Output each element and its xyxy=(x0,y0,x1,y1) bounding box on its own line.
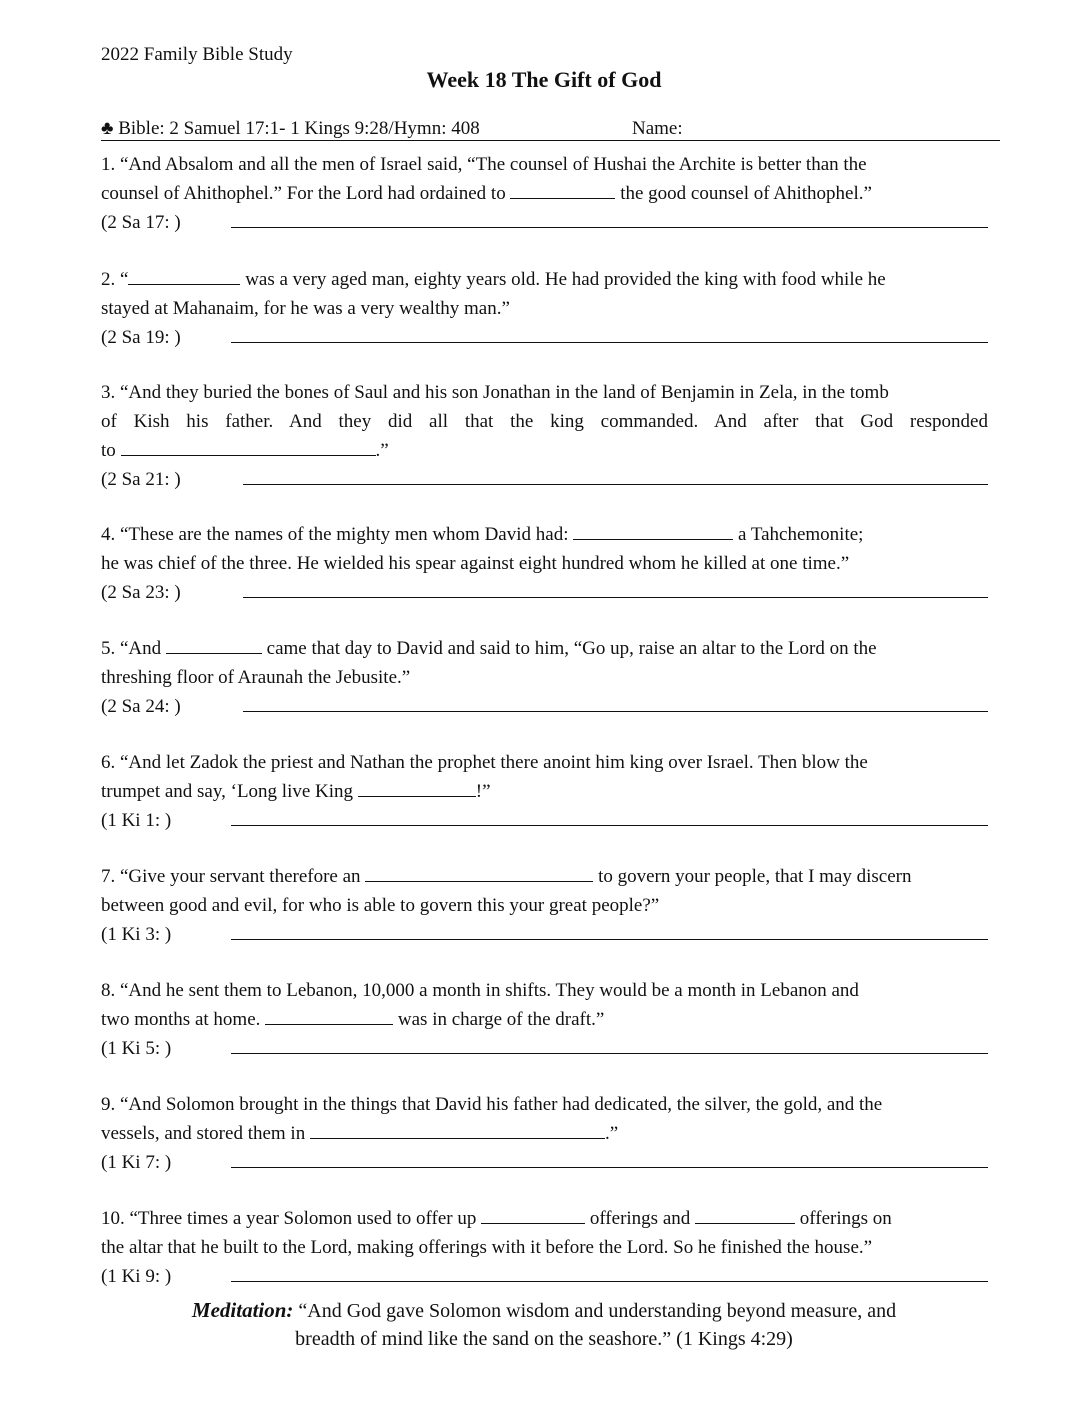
verse-answer-line[interactable] xyxy=(243,711,988,712)
answer-blank[interactable] xyxy=(265,1007,393,1025)
question-6 xyxy=(101,748,988,835)
question-2 xyxy=(101,265,988,352)
bible-name-header xyxy=(101,118,1000,141)
verse-answer-line[interactable] xyxy=(231,227,988,228)
question-text: 4. “These are the names of the mighty men whom David had: xyxy=(101,524,574,545)
page-title: Week 18 The Gift of God xyxy=(426,67,662,92)
question-text: stayed at Mahanaim, for he was a very wealthy man.” xyxy=(101,298,510,319)
verse-answer-line[interactable] xyxy=(231,1281,988,1282)
meditation-text: “And God gave Solomon wisdom and understanding beyond measure, and xyxy=(293,1300,897,1322)
question-text: a Tahchemonite; xyxy=(733,524,864,545)
answer-blank[interactable] xyxy=(121,438,376,456)
verse-answer-line[interactable] xyxy=(243,484,988,485)
answer-blank[interactable] xyxy=(695,1206,795,1224)
question-text: 3. “And they buried the bones of Saul and his son Jonathan in the land of Benjamin in Zela, in the tomb xyxy=(101,382,889,403)
question-text: threshing floor of Araunah the Jebusite.” xyxy=(101,667,411,688)
reference-label: (2 Sa 21: ) xyxy=(101,469,181,490)
question-text: the good counsel of Ahithophel.” xyxy=(615,183,872,204)
reference-label: (1 Ki 5: ) xyxy=(101,1038,172,1059)
answer-blank[interactable] xyxy=(310,1121,605,1139)
question-text: 6. “And let Zadok the priest and Nathan the prophet there anoint him king over Israel. Then blow the xyxy=(101,752,868,773)
answer-blank[interactable] xyxy=(128,267,240,285)
verse-answer-line[interactable] xyxy=(231,342,988,343)
question-text: between good and evil, for who is able to govern this your great people?” xyxy=(101,895,660,916)
answer-blank[interactable] xyxy=(573,522,733,540)
answer-blank[interactable] xyxy=(481,1206,585,1224)
question-text: of Kish his father. And they did all that the king commanded. And after that God responded xyxy=(101,411,988,432)
question-text: to xyxy=(101,440,121,461)
question-5 xyxy=(101,634,988,721)
reference-label: (2 Sa 23: ) xyxy=(101,582,181,603)
question-text: !” xyxy=(475,781,491,802)
question-text: offerings and xyxy=(585,1208,696,1229)
question-text: offerings on xyxy=(795,1208,892,1229)
reference-label: (2 Sa 17: ) xyxy=(101,212,181,233)
question-text: 8. “And he sent them to Lebanon, 10,000 a month in shifts. They would be a month in Lebanon and xyxy=(101,980,859,1001)
question-text: vessels, and stored them in xyxy=(101,1123,310,1144)
verse-answer-line[interactable] xyxy=(231,825,988,826)
question-text: trumpet and say, ‘Long live King xyxy=(101,781,358,802)
question-3 xyxy=(101,378,988,494)
reference-label: (1 Ki 7: ) xyxy=(101,1152,172,1173)
reference-label: (2 Sa 19: ) xyxy=(101,327,181,348)
question-text: 10. “Three times a year Solomon used to offer up xyxy=(101,1208,482,1229)
answer-blank[interactable] xyxy=(166,636,262,654)
question-1 xyxy=(101,150,988,237)
verse-answer-line[interactable] xyxy=(243,597,988,598)
name-label: Name: xyxy=(632,118,683,139)
question-text: 2. “ xyxy=(101,269,129,290)
series-label: 2022 Family Bible Study xyxy=(101,44,293,65)
question-text: the altar that he built to the Lord, making offerings with it before the Lord. So he finished the house.” xyxy=(101,1237,873,1258)
question-text: was a very aged man, eighty years old. He had provided the king with food while he xyxy=(240,269,886,290)
question-text: 5. “And xyxy=(101,638,166,659)
question-text: he was chief of the three. He wielded his spear against eight hundred whom he killed at one time.” xyxy=(101,553,850,574)
question-text: 9. “And Solomon brought in the things that David his father had dedicated, the silver, the gold, and the xyxy=(101,1094,883,1115)
question-text: .” xyxy=(604,1123,619,1144)
meditation-text: breadth of mind like the sand on the seashore.” (1 Kings 4:29) xyxy=(295,1328,793,1350)
question-7 xyxy=(101,862,988,949)
meditation-verse xyxy=(0,1296,1088,1353)
reference-label: (1 Ki 1: ) xyxy=(101,810,172,831)
verse-answer-line[interactable] xyxy=(231,939,988,940)
reference-label: (1 Ki 9: ) xyxy=(101,1266,172,1287)
question-text: came that day to David and said to him, “Go up, raise an altar to the Lord on the xyxy=(261,638,877,659)
question-text: 1. “And Absalom and all the men of Israel said, “The counsel of Hushai the Archite is better than the xyxy=(101,154,867,175)
answer-blank[interactable] xyxy=(358,779,476,797)
bible-reading-label: ♣ Bible: 2 Samuel 17:1- 1 Kings 9:28/Hymn: 408 xyxy=(101,118,480,139)
question-text: counsel of Ahithophel.” For the Lord had ordained to xyxy=(101,183,511,204)
meditation-label: Meditation: xyxy=(191,1298,294,1322)
reference-label: (1 Ki 3: ) xyxy=(101,924,172,945)
question-8 xyxy=(101,976,988,1063)
question-text: two months at home. xyxy=(101,1009,266,1030)
verse-answer-line[interactable] xyxy=(231,1053,988,1054)
answer-blank[interactable] xyxy=(365,864,593,882)
question-9 xyxy=(101,1090,988,1177)
verse-answer-line[interactable] xyxy=(231,1167,988,1168)
question-text: to govern your people, that I may discern xyxy=(593,866,912,887)
question-text: was in charge of the draft.” xyxy=(393,1009,605,1030)
question-10 xyxy=(101,1204,988,1291)
reference-label: (2 Sa 24: ) xyxy=(101,696,181,717)
question-4 xyxy=(101,520,988,607)
question-text: 7. “Give your servant therefore an xyxy=(101,866,366,887)
answer-blank[interactable] xyxy=(510,181,615,199)
question-text: .” xyxy=(375,440,389,461)
